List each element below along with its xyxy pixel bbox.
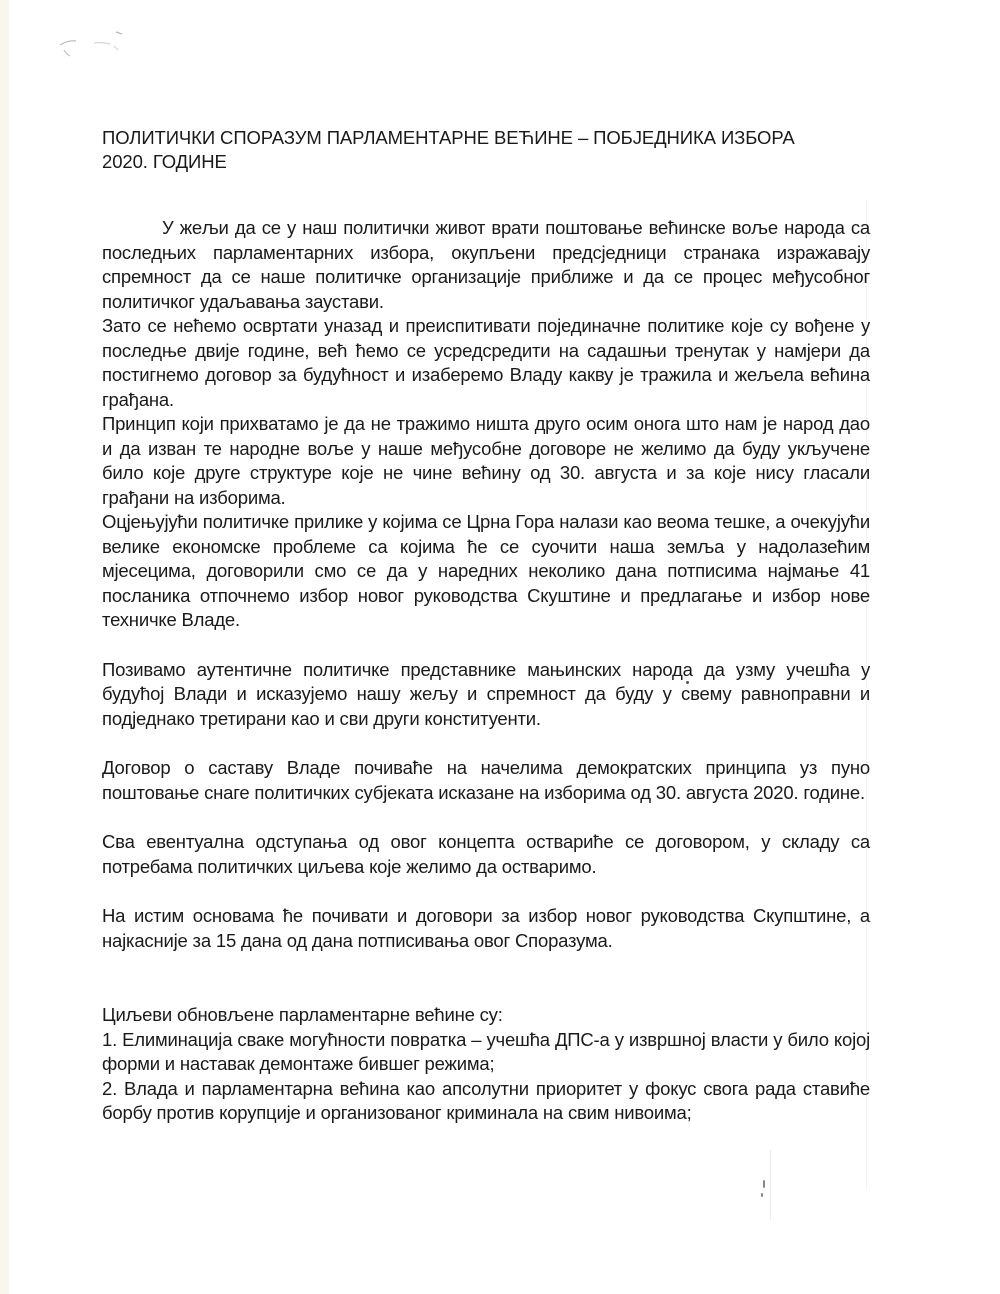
scan-left-edge: [0, 0, 9, 1294]
scan-speck: [761, 1193, 763, 1197]
scan-artifact-marks: [58, 28, 138, 68]
scan-speck: [763, 1180, 765, 1188]
document-title-line-2: 2020. ГОДИНЕ: [102, 151, 227, 172]
document-title: [102, 126, 870, 174]
document-page: [102, 126, 870, 1126]
scan-fold-line: [770, 1150, 771, 1220]
goals-heading: Циљеви обновљене парламентарне већине су:: [102, 1004, 503, 1025]
paragraph-deviations: Сва евентуална одступања од овог концепта оствариће се договором, у складу са потребама политичких циљева које желимо да остваримо.: [102, 831, 870, 877]
goal-item-2: 2. Влада и парламентарна већина као апсолутни приоритет у фокус свога рада ставиће борбу против корупције и организованог криминала на свим нивоима;: [102, 1077, 870, 1123]
paragraph-no-looking-back: Зато се нећемо освртати уназад и преиспитивати појединачне политике које су вођене у последње двије године, већ ћемо се усредсредити на садашњи тренутак у намјери да постигнемо договор за будућност и изаберемо Владу какву је тражила и жељела већина грађана.: [102, 315, 870, 410]
paragraph-principle: Принцип који прихватамо је да не тражимо ништа друго осим онога што нам је народ дао и да изван те народне воље у наше међусобне договоре не желимо да буду укључене било које друге структуре које не чине већину од 30. августа и за које нису гласали грађани на изборима.: [102, 413, 870, 508]
document-title-line-1: ПОЛИТИЧКИ СПОРАЗУМ ПАРЛАМЕНТАРНЕ ВЕЋИНЕ – ПОБЈЕДНИКА ИЗБОРА: [102, 127, 795, 148]
paragraph-minorities: Позивамо аутентичне политичке представнике мањинских народа да узму учешћа у будућој Влади и исказујемо нашу жељу и спремност да буду у свему равноправни и подједнако третирани као и сви други конституенти.: [102, 658, 870, 729]
paragraph-assessment: Оцјењујући политичке прилике у којима се Црна Гора налази као веома тешке, а очекујући велике економске проблеме са којима ће се суочити наша земља у надолазећим мјесецима, договорили смо се да у наредних неколико дана потписима најмање 41 посланика отпочнемо избор новог руководства Скуштине и предлагање и избор нове техничке Владе.: [102, 511, 870, 630]
paragraph-government-composition: Договор о саставу Владе почиваће на начелима демократских принципа уз пуно поштовање снаге политичких субјеката исказане на изборима од 30. августа 2020. године.: [102, 757, 870, 803]
paragraph-intro: У жељи да се у наш политички живот врати поштовање већинске воље народа са последњих парламентарних избора, окупљени предсједници странака изражавају спремност да се наше политичке организације приближе и да се процес међусобног политичког удаљавања заустави.: [102, 217, 870, 312]
goal-item-1: 1. Елиминација сваке могућности повратка – учешћа ДПС-а у извршној власти у било којој форми и наставак демонтаже бившег режима;: [102, 1028, 870, 1074]
paragraph-parliament-leadership: На истим основама ће почивати и договори за избор новог руководства Скупштине, а најкасније за 15 дана од дана потписивања овог Споразума.: [102, 905, 870, 951]
